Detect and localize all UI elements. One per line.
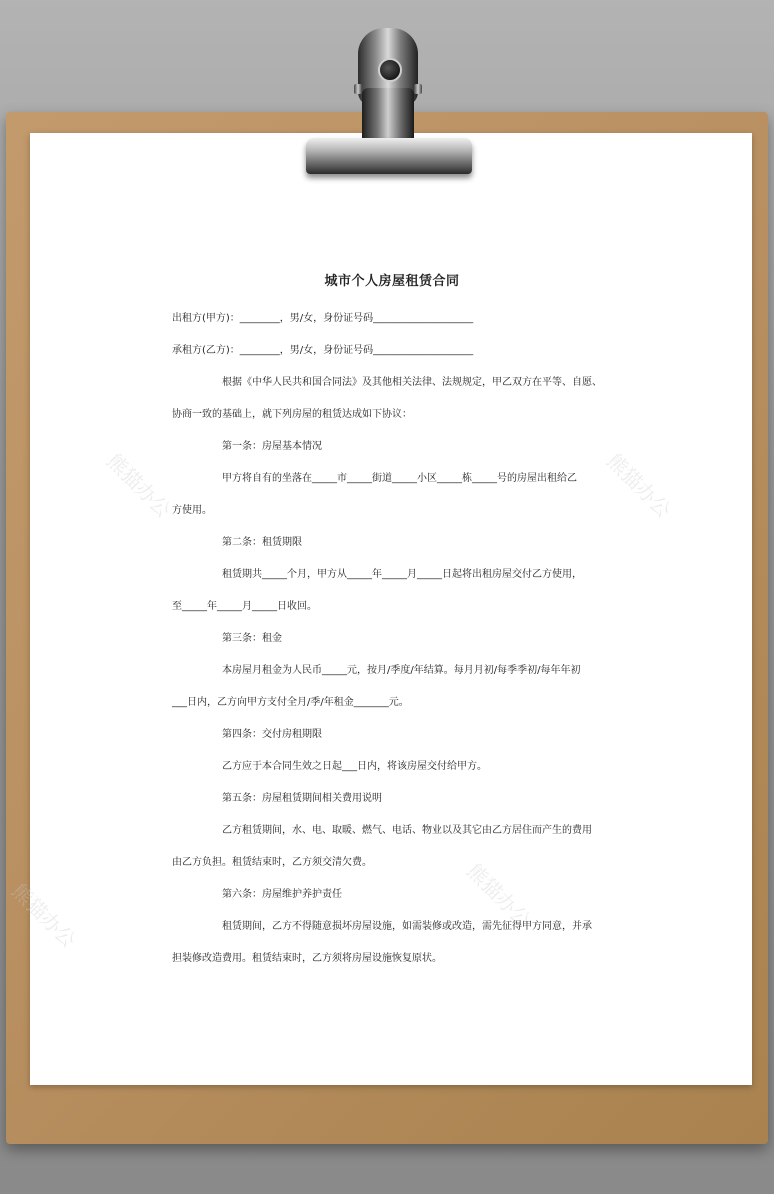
article-4-heading: 第四条：交付房租期限 [222, 729, 322, 740]
article-1-line-1: 甲方将自有的坐落在_____市_____街道_____小区_____栋_____号的房屋出租给乙 [222, 473, 577, 484]
preamble-line-2: 协商一致的基础上，就下列房屋的租赁达成如下协议： [172, 409, 412, 420]
article-2-line-1: 租赁期共_____个月，甲方从_____年_____月_____日起将出租房屋交付乙方使用， [222, 569, 582, 580]
article-4-line-1: 乙方应于本合同生效之日起___日内，将该房屋交付给甲方。 [222, 761, 487, 772]
preamble-line-1: 根据《中华人民共和国合同法》及其他相关法律、法规规定，甲乙双方在平等、自愿、 [222, 377, 602, 388]
clip-hole [378, 58, 402, 82]
article-3-line-1: 本房屋月租金为人民币_____元，按月/季度/年结算。每月月初/每季季初/每年年初 [222, 665, 581, 676]
article-6-heading: 第六条：房屋维护养护责任 [222, 889, 342, 900]
article-6-line-2: 担装修改造费用。租赁结束时，乙方须将房屋设施恢复原状。 [172, 953, 442, 964]
article-5-heading: 第五条：房屋租赁期间相关费用说明 [222, 793, 382, 804]
watermark-1: 熊猫办公 [102, 448, 176, 523]
article-2-heading: 第二条：租赁期限 [222, 537, 302, 548]
article-2-line-2: 至_____年_____月_____日收回。 [172, 601, 317, 612]
clip-base [306, 138, 472, 174]
article-3-heading: 第三条：租金 [222, 633, 282, 644]
watermark-3: 熊猫办公 [7, 878, 81, 953]
article-1-heading: 第一条：房屋基本情况 [222, 441, 322, 452]
watermark-2: 熊猫办公 [602, 448, 676, 523]
party-a-line: 出租方(甲方)：________，男/女，身份证号码____________________ [172, 313, 474, 324]
article-6-line-1: 租赁期间，乙方不得随意损坏房屋设施，如需装修或改造，需先征得甲方同意，并承 [222, 921, 592, 932]
watermark-4: 熊猫办公 [462, 858, 536, 933]
clip-pin-left [354, 84, 362, 94]
binder-clip-icon [296, 28, 480, 178]
article-5-line-1: 乙方租赁期间，水、电、取暖、燃气、电话、物业以及其它由乙方居住而产生的费用 [222, 825, 592, 836]
clip-pin-right [414, 84, 422, 94]
article-1-line-2: 方使用。 [172, 505, 212, 516]
contract-document [172, 270, 612, 975]
document-title: 城市个人房屋租赁合同 [324, 274, 460, 289]
article-5-line-2: 由乙方负担。租赁结束时，乙方须交清欠费。 [172, 857, 372, 868]
party-b-line: 承租方(乙方)：________，男/女，身份证号码____________________ [172, 345, 474, 356]
article-3-line-2: ___日内，乙方向甲方支付全月/季/年租金_______元。 [172, 697, 409, 708]
